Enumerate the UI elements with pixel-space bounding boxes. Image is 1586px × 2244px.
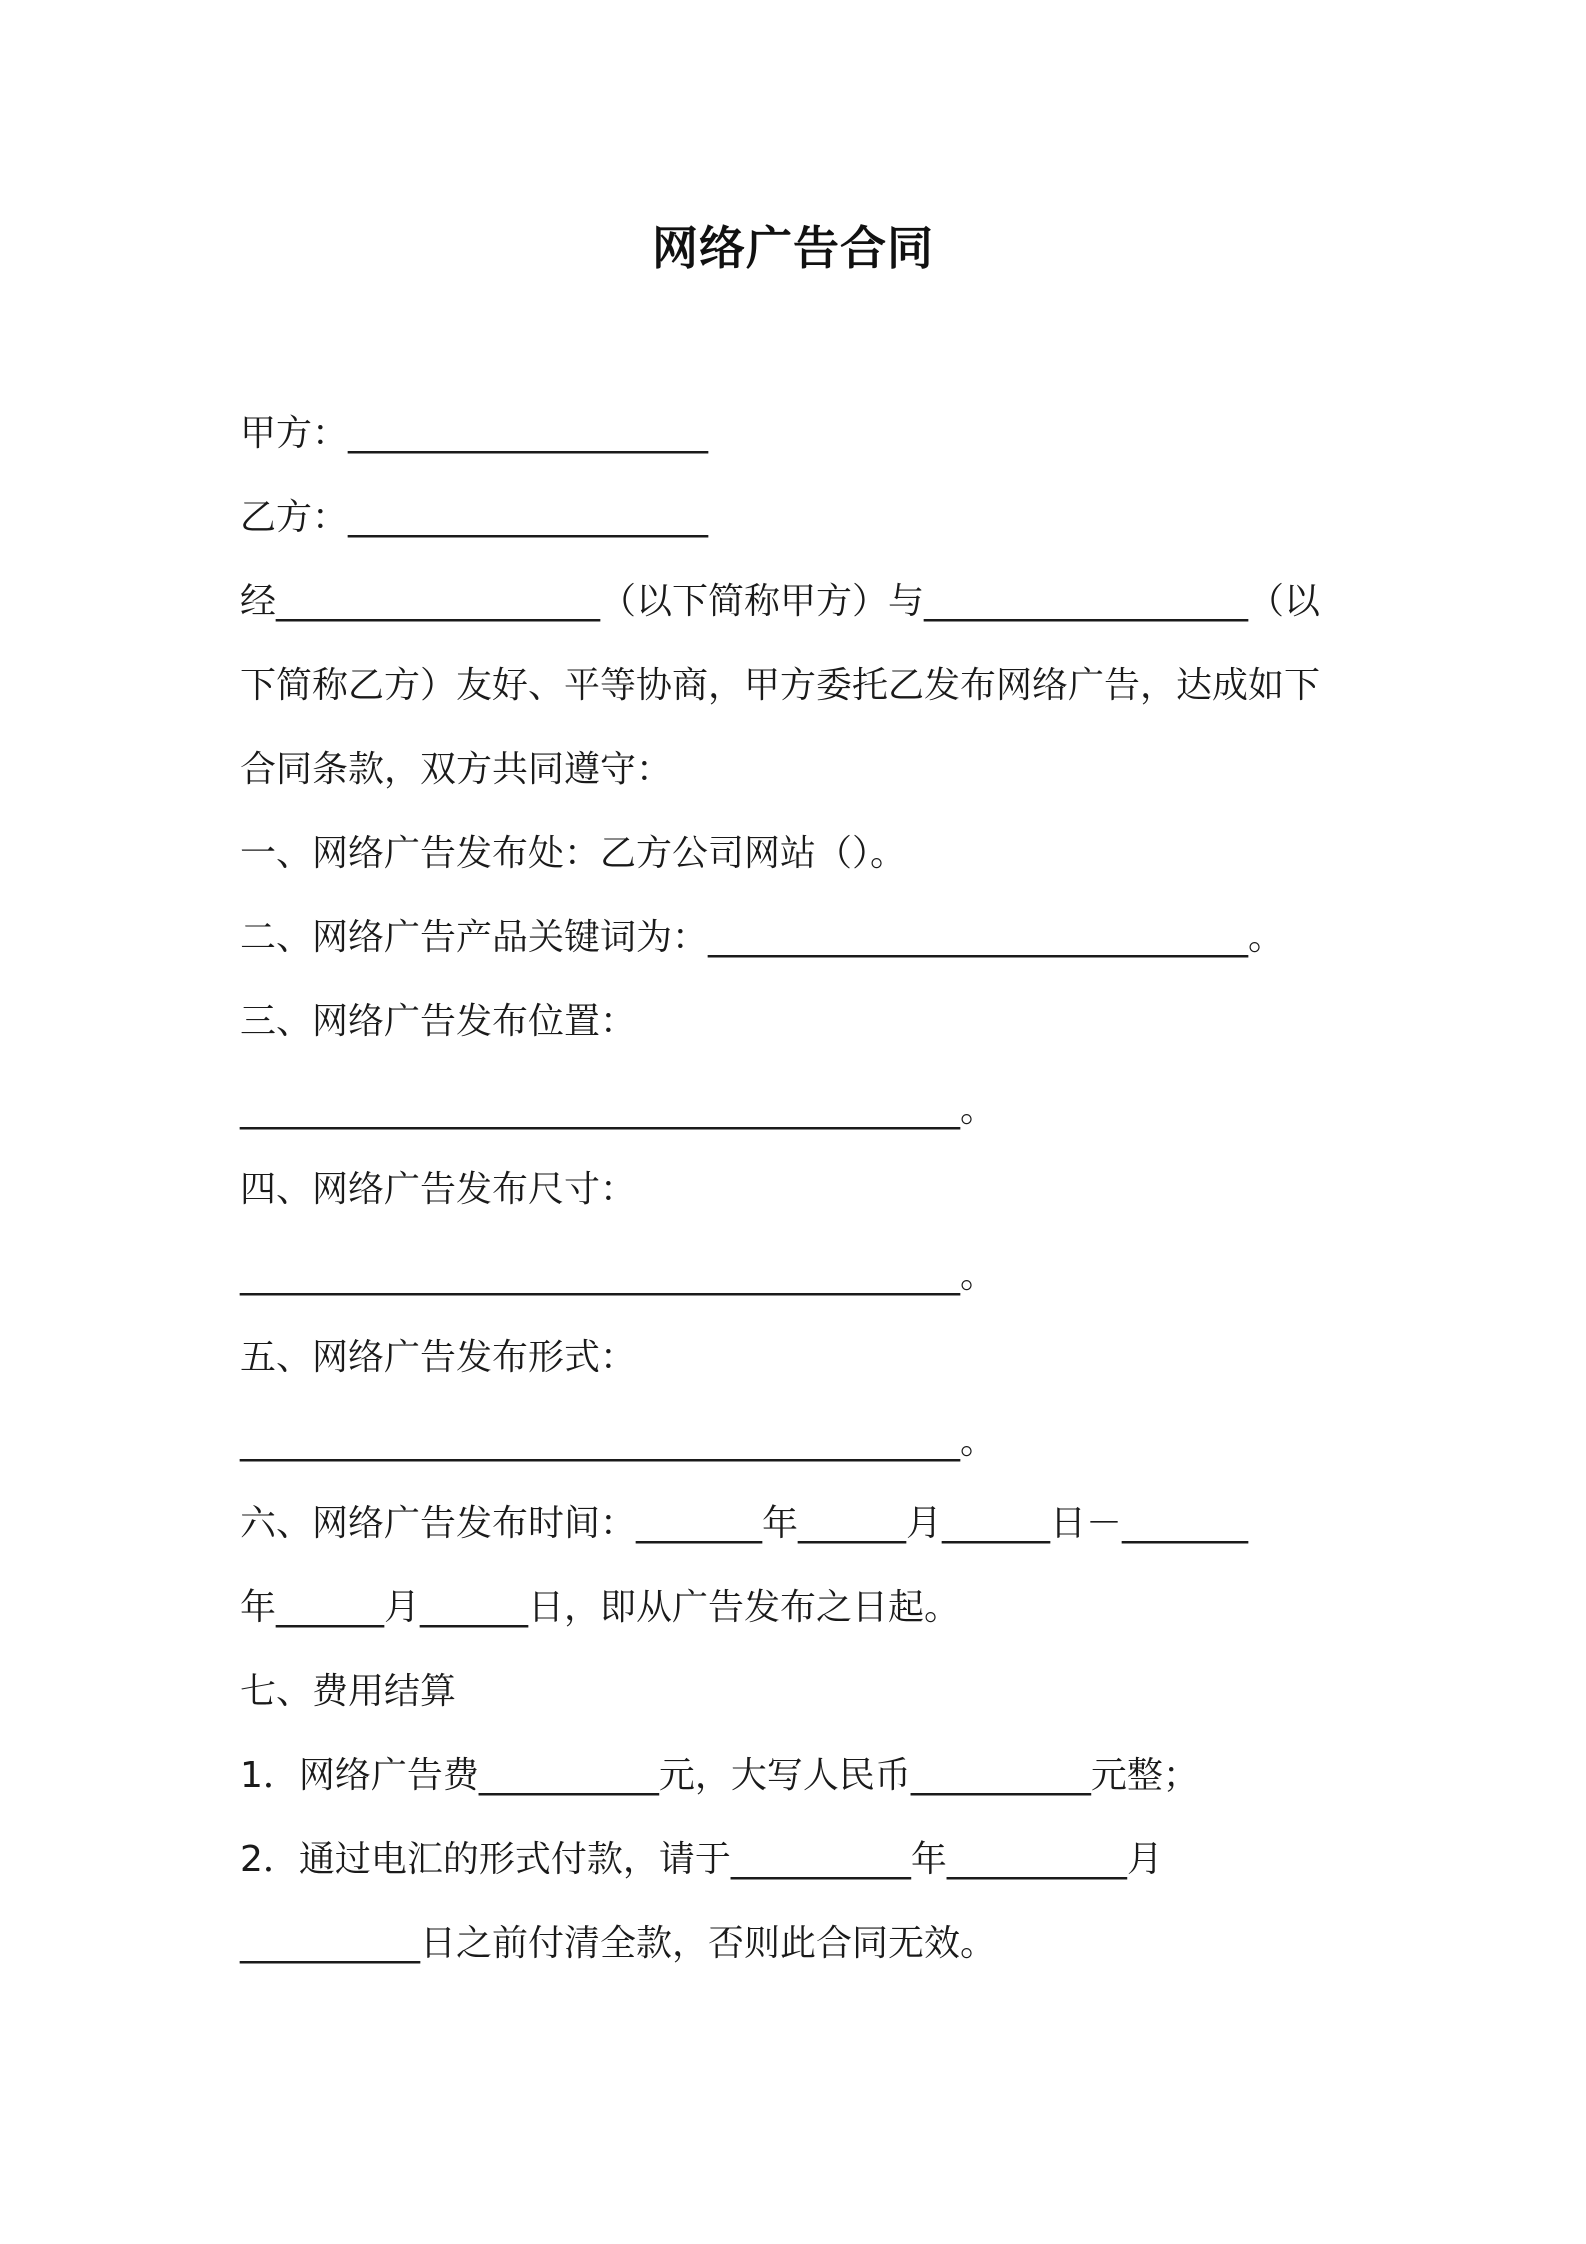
clause-6-time-line-2: 年______月______日，即从广告发布之日起。 [240, 1587, 961, 1628]
party-a-line: 甲方：____________________ [240, 413, 709, 454]
clause-1-publish-site: 一、网络广告发布处：乙方公司网站（）。 [240, 833, 907, 874]
preamble-line-1: 经__________________（以下简称甲方）与__________________（以 [240, 581, 1321, 622]
clause-3-position-blank: ________________________________________。 [240, 1089, 996, 1130]
clause-3-position-heading: 三、网络广告发布位置： [240, 1001, 637, 1042]
clause-4-size-heading: 四、网络广告发布尺寸： [240, 1169, 637, 1210]
clause-7-item-1: 1．网络广告费__________元，大写人民币__________元整； [240, 1755, 1199, 1796]
clause-4-size-blank: ________________________________________。 [240, 1255, 996, 1296]
clause-2-keywords: 二、网络广告产品关键词为：______________________________。 [240, 917, 1285, 958]
preamble-line-3: 合同条款，双方共同遵守： [240, 749, 673, 790]
clause-5-format-blank: ________________________________________。 [240, 1421, 996, 1462]
clause-5-format-heading: 五、网络广告发布形式： [240, 1337, 637, 1378]
document-title: 网络广告合同 [652, 221, 934, 275]
clause-7-fee-heading: 七、费用结算 [240, 1671, 457, 1712]
preamble-line-2: 下简称乙方）友好、平等协商，甲方委托乙发布网络广告，达成如下 [240, 665, 1321, 706]
clause-7-item-2-line-2: __________日之前付清全款，否则此合同无效。 [240, 1923, 997, 1964]
clause-6-time-line-1: 六、网络广告发布时间：_______年______月______日－_______ [240, 1503, 1249, 1544]
clause-7-item-2-line-1: 2．通过电汇的形式付款，请于__________年__________月 [240, 1839, 1163, 1880]
party-b-line: 乙方：____________________ [240, 497, 709, 538]
